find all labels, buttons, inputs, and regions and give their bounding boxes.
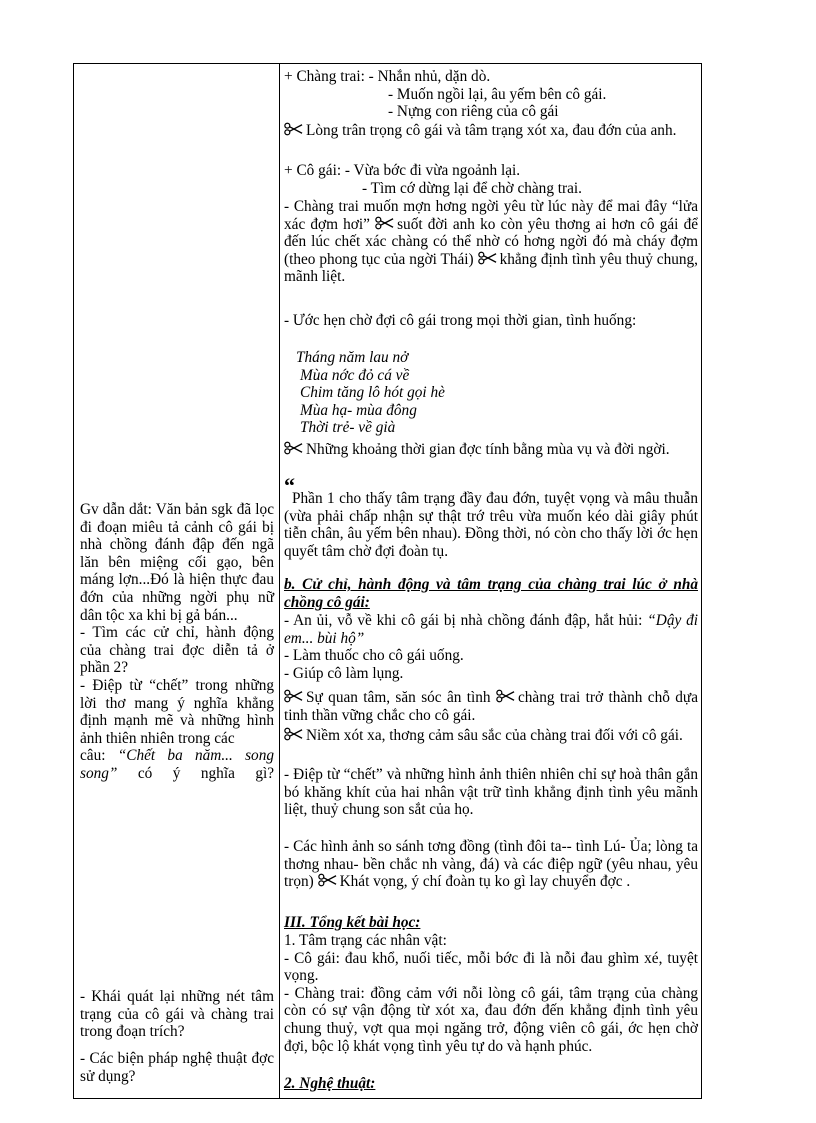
question-cau-line: câu: “Chết ba năm... song song” có ý nghĩa gì? xyxy=(80,747,275,782)
quote-day-di-em: “Dậy đi em... bùi hộ” xyxy=(284,612,699,647)
scissors-icon xyxy=(478,251,497,265)
chang-trai-line-3: - Nựng con riêng của cô gái xyxy=(388,103,559,121)
tam-trang-line: 1. Tâm trạng các nhân vật: xyxy=(284,932,447,949)
lam-thuoc-line: - Làm thuốc cho cô gái uống. xyxy=(284,647,464,665)
poem-line: Thời trẻ- về già xyxy=(300,419,396,437)
poem-line: Tháng năm lau nở xyxy=(296,349,409,366)
co-gai-summary: - Cô gái: đau khổ, nuối tiếc, mỗi bớc đi là nỗi đau ghìm xé, tuyệt vọng. xyxy=(284,949,698,985)
intro-text: Gv dẫn dắt: Văn bản sgk đã lọc đi đoạn miêu tả cảnh cô gái bị nhà chồng đánh đập đến ngã lăn bên miệng cối gạo, bên máng lợn...Đó là hiện thực đau đớn của những ngời phụ nữ dân tộc xa khi bị gả bán... xyxy=(80,501,274,624)
section-b-content: - An ủi, vỗ về khi cô gái bị nhà chồng đánh đập, hắt hủi: “Dậy đi em... bùi hộ” - Làm thuốc cho cô gái uống. - Giúp cô làm lụng. xyxy=(284,612,699,682)
chang-trai-line-2: - Muốn ngồi lại, âu yếm bên cô gái. xyxy=(388,85,607,103)
section-iii-heading: III. Tổng kết bài học: xyxy=(284,914,421,931)
co-gai-line: + Cô gái: - Vừa bớc đi vừa ngoảnh lại. xyxy=(284,162,521,179)
question-block-2: - Khái quát lại những nét tâm trạng của cô gái và chàng trai trong đoạn trích? xyxy=(80,988,274,1041)
scissors-icon xyxy=(318,873,337,887)
conclusion-2: Những khoảng thời gian đợc tính bằng mùa vụ và đời ngời. xyxy=(284,441,698,459)
content-top xyxy=(284,68,698,121)
conclusion-1: Lòng trân trọng cô gái và tâm trạng xót xa, đau đớn của anh. xyxy=(284,122,698,140)
scissors-icon xyxy=(284,689,303,703)
so-sanh-block: - Các hình ảnh so sánh tơng đồng (tình đôi ta-- tình Lú- Ủa; lòng ta thơng nhau- bền chắc nh vàng, đá) và các điệp ngữ (yêu nhau, yêu trọn) Khát vọng, ý chí đoàn tụ ko gì lay chuyển đợc . xyxy=(284,838,698,891)
diep-tu-chet-line: - Điệp từ “chết” và những hình ảnh thiên nhiên chỉ sự hoà thân gắn bó khăng khít của hai nhân vật trữ tình khẳng định tình yêu mãnh liệt, thuỷ chung son sắt của họ. xyxy=(284,766,698,819)
scissors-icon xyxy=(496,689,515,703)
poem-line: Mùa nớc đỏ cá về xyxy=(300,366,410,384)
scissors-icon xyxy=(284,441,303,455)
question-actions: - Tìm các cử chỉ, hành động của chàng trai đợc diễn tả ở phần 2? xyxy=(80,624,274,677)
section-iii-content xyxy=(284,932,698,1055)
uoc-hen-line: - Ước hẹn chờ đợi cô gái trong mọi thời gian, tình huống: xyxy=(284,312,637,329)
section-b-heading: b. Cử chỉ, hành động và tâm trạng của chàng trai lúc ở nhà chồng cô gái: xyxy=(284,576,698,611)
chang-trai-summary: - Chàng trai: đồng cảm với nỗi lòng cô gái, tâm trạng của chàng còn có sự vận động từ xót xa, đau đớn đến khẳng định tình yêu chung thuỷ, vợt qua mọi ngăng trở, động viên cô gái, ớc hẹn chờ đợi, bộc lộ khát vọng tình yêu tự do và hạnh phúc. xyxy=(284,984,698,1055)
poem-quote: “Chết ba năm... song song” xyxy=(80,747,274,782)
lesson-table xyxy=(73,63,702,1099)
question-diep-tu: - Điệp từ “chết” trong những lời thơ mang ý nghĩa khẳng định mạnh mẽ và những hình ảnh thiên nhiên trong các xyxy=(80,676,274,747)
giup-co-line: - Giúp cô làm lụng. xyxy=(284,664,404,682)
scissors-icon xyxy=(284,727,303,741)
conclusion-4: Niềm xót xa, thơng cảm sâu sắc của chàng trai đối với cô gái. xyxy=(284,727,698,745)
question-block-3: - Các biện pháp nghệ thuật đợc sử dụng? xyxy=(80,1050,274,1085)
poem-block xyxy=(284,349,698,437)
question-block-1 xyxy=(80,501,274,783)
section-2-heading: 2. Nghệ thuật: xyxy=(284,1075,376,1092)
chang-trai-line: + Chàng trai: - Nhắn nhủ, dặn dò. xyxy=(284,68,491,85)
quote-mark: “ xyxy=(284,473,295,498)
conclusion-3: Sự quan tâm, săn sóc ân tình chàng trai trở thành chỗ dựa tinh thần vững chắc cho cô gái. xyxy=(284,689,698,724)
poem-line: Mùa hạ- mùa đông xyxy=(300,401,417,419)
co-gai-line-2: - Tìm cớ dừng lại để chờ chàng trai. xyxy=(362,179,583,197)
co-gai-block xyxy=(284,162,698,197)
poem-line: Chim tăng lô hót gọi hè xyxy=(300,384,445,402)
scissors-icon xyxy=(375,216,394,230)
column-divider xyxy=(279,64,280,1098)
scissors-icon xyxy=(284,122,303,136)
summary-part-1: “ Phần 1 cho thấy tâm trạng đầy đau đớn, tuyệt vọng và mâu thuẫn (vừa phải chấp nhận sự thật trớ trêu vừa muốn kéo dài giây phút tiễn chân, âu yếm bên nhau). Đồng thời, nó còn cho thấy lời ớc hẹn quyết tâm chờ đợi đoàn tụ. xyxy=(284,473,698,560)
chang-trai-muon-block: - Chàng trai muốn mợn hơng ngời yêu từ lúc này để mai đây “lửa xác đợm hơi” suốt đời anh ko còn yêu thơng ai hơn cô gái để đến lúc chết xác chàng có thể nhờ có hơng ngời đó mà cháy đợm (theo phong tục của ngời Thái) khẳng định tình yêu thuỷ chung, mãnh liệt. xyxy=(284,198,699,286)
